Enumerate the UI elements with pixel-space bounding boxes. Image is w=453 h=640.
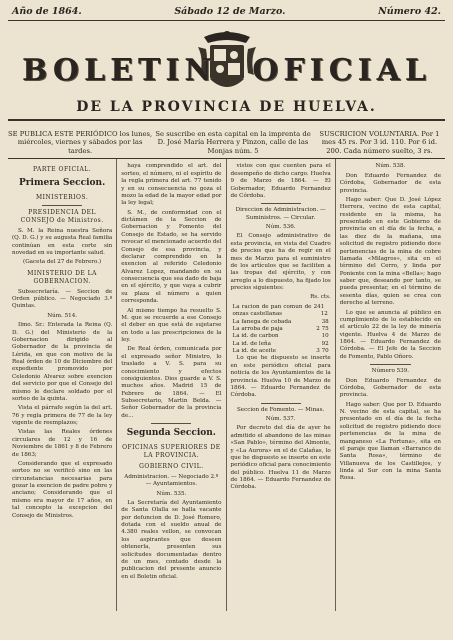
paragraph: Vista el párrafo según la del art. 76 y regla primera de 77 de la ley vigente de reemplazos;	[12, 405, 113, 427]
price-row: La id. de aceite 3 70	[232, 348, 329, 355]
price-row: La id. de leña 92	[232, 340, 329, 347]
section-title: Segunda Seccion.	[126, 428, 216, 439]
column-1	[8, 159, 117, 611]
government-heading: GOBIERNO CIVIL.	[139, 462, 204, 470]
paragraph: Considerando que el expresado sorteo no se verificó sino en las circunstancias necesarias para gozar la exencion de padre pobre y anciano; Considerando que el mismo era mayor de 17 años, en tal concepto la excepcion del Consejo de Ministros.	[12, 460, 113, 519]
column-3	[227, 159, 336, 611]
paragraph: Lo que he dispuesto se inserte en este periódico oficial para noticia de los Ayuntamientos de la provincia. Huelva 10 de Marzo de 1864. — Eduardo Fernandez de Córdoba.	[230, 355, 331, 399]
price-row: La id. de carbon 10	[232, 333, 329, 340]
paragraph: Al mismo tiempo ha resuelto S. M. que se recuerde a ese Consejo el deber en que está de sujetarse en todo a las prescripciones de la ley.	[121, 307, 222, 344]
divider	[151, 423, 191, 424]
ministries-heading: MINISTERIOS.	[36, 194, 89, 202]
presidency-heading: PRESIDENCIA DEL CONSEJO de Ministros.	[20, 209, 104, 225]
section-heading: PARTE OFICIAL.	[33, 166, 92, 174]
paragraph: Hago saber: Que por D. Eduardo N. vecino de esta capital, se ha presentado en el día de la fecha solicitud de registro pidiendo doce pertenencias de la mina de manganeso «La Fortuna», sita en el paraje que llaman «Barranco de Santa Rosa», término de Villanueva de los Castillejos, y linda al Sur con la mina Santa Rosa.	[339, 401, 441, 482]
paragraph: El Consejo administrativo de esta provincia, en vista del Cuadro de precios que ha de regir en el mes de Marzo para el suministro de los artículos que se faciliten a las tropas del ejército, y con arreglo a lo dispuesto, ha fijado los precios siguientes:	[230, 233, 331, 292]
item-number: Núm. 537.	[265, 416, 296, 423]
date-line	[8, 4, 445, 21]
masthead-title-left: BOLETIN	[22, 53, 217, 88]
paragraph: La Secretaría del Ayuntamiento de Santa Olalla se halla vacante por defuncion de D. José Romero, dotada con el sueldo anual de 4.380 reales vellon, se convocan los aspirantes que deseen obtenerla, presenten sus solicitudes documentadas dentro de un mes, contado desde la publicacion del presente anuncio en el Boletin oficial.	[121, 499, 222, 580]
paragraph: Lo que se anuncia al público en cumplimiento de lo establecido en el artículo 22 de la ley de minería vigente. Huelva 4 de Marzo de 1864. — Eduardo Fernandez de Córdoba. — El Jefe de la Seccion de Fomento, Pablo Oñoro.	[339, 309, 441, 360]
item-number: Núm. 535.	[156, 490, 187, 497]
price-row: La arroba de paja 2 75	[232, 325, 329, 332]
paragraph: vistos con que cuenten para el desempeño de dicho cargo. Huelva 9 de Marzo de 1864. — El Gobernador, Eduardo Fernandez de Córdoba.	[230, 163, 331, 199]
paragraph: Hago saber: Que D. José López Herrera, vecino de esta capital, residente en la misma, ha presentado en este Gobierno de provincia en el día de la fecha, a las diez de la mañana, una solicitud de registro pidiendo doce pertenencias de la mina de cobre llamada «Milagros», sita en el término del Cerro, y linda por Poniente con la mina «Bella»; hago saber que, deseando por tanto, se pueda presentar, en el término de sesenta días, quien se crea con derecho al terreno.	[339, 196, 441, 307]
price-header: Rs. cts.	[310, 294, 331, 301]
column-2	[117, 159, 226, 611]
paragraph: Subsecretaría. — Seccion de Orden público. — Negociado 3.º Quintas.	[12, 288, 113, 310]
subheading: Direccion de Administracion. — Suministros. — Circular.	[235, 207, 326, 221]
paragraph: Por decreto del día de ayer he admitido el abandono de las minas «San Pablo», término del Almonte, y «La Aurora» en el de Calañas, lo que he dispuesto se inserte en este periódico oficial para conocimiento del público. Huelva 11 de Marzo de 1864. — Eduardo Fernandez de Córdoba.	[230, 425, 331, 491]
paragraph: Don Eduardo Fernandez de Córdoba, Gobernador de esta provincia.	[339, 172, 441, 194]
masthead-title-right: OFICIAL	[252, 53, 431, 88]
paragraph: Don Eduardo Fernandez de Córdoba, Gobernador de esta provincia.	[339, 377, 441, 399]
item-number: Núm. 538.	[375, 163, 406, 170]
divider	[42, 205, 82, 206]
paragraph: S. M. la Reina nuestra Señora (Q. D. G.) y su augusta Real familia continúan en esta corte sin novedad en su importante salud.	[12, 227, 113, 257]
paragraph: De Real órden, comunicada por el expresado señor Ministro, lo traslado a V. S. para su conocimiento y efectos consiguientes. Dios guarde a V. S. muchos años. Madrid 15 de Febrero de 1864. — El Subsecretario, Martin Belda. — Señor Gobernador de la provincia de...	[121, 346, 222, 419]
publication-days: SE PUBLICA ESTE PERIÓDICO los lunes, miércoles, viernes y sábados por las tardes.	[8, 130, 153, 155]
section-title: Primera Seccion.	[19, 178, 106, 189]
ministry-heading: MINISTERIO DE LA GOBERNACION.	[27, 269, 97, 285]
subheading: Administracion. — Negociado 2.º — Ayuntamientos.	[124, 473, 219, 488]
subscription-prices: SUSCRICION VOLUNTARIA. Por 1 mes 45 rs. Por 3 id. 110. Por 6 id. 200. Cada número suelto, 3 rs.	[319, 130, 440, 155]
subscription-info-bar	[8, 127, 445, 159]
paragraph: Vistas las Reales órdenes circulares de 12 y 16 de Noviembre de 1861 y 8 de Febrero de 1863;	[12, 429, 113, 458]
source-note: (Gaceta del 27 de Febrero.)	[23, 259, 102, 266]
masthead-subtitle: DE LA PROVINCIA DE HUELVA.	[8, 99, 445, 121]
price-row: La fanega de cebada 38	[232, 318, 329, 325]
masthead	[8, 21, 445, 127]
item-number: Núm. 514.	[47, 312, 78, 319]
number-label: Número 42.	[378, 6, 441, 17]
date-label: Sábado 12 de Marzo.	[174, 6, 286, 17]
paragraph: haya comprendido el art. del sorteo, el número, ni el espíritu de la regla primera del art. 77 tenido y en su consecuencia no goza el mozo la edad de la mayor edad por la ley legal;	[121, 163, 222, 207]
column-4	[336, 159, 445, 611]
year-label: Año de 1864.	[12, 6, 82, 17]
subheading: Seccion de Fomento. — Minas.	[236, 406, 325, 413]
subscription-place: Se suscribe en esta capital en la imprenta de D. José María Herrera y Pinzon, calle de las Monjas núm. 5	[155, 130, 311, 155]
divider	[370, 364, 411, 365]
article-columns	[8, 159, 445, 611]
price-row: La racion de pan comun de 24 onzas castellanas 1 12	[232, 303, 328, 318]
offices-heading: OFICINAS SUPERIORES DE LA PROVINCIA.	[122, 444, 221, 459]
divider	[261, 203, 301, 204]
paragraph: Ilmo. Sr.: Enterada la Reina (Q. D. G.) del Ministerio de la Gobernacion dirigido al Gobernador de la provincia de Lérida, en que con motivo de la Real órden de 10 de Diciembre del expediente promovido por Celedonio Alvarez sobre exencion del servicio por que el Consejo del mismo le declare soldado por el sorteo de la quinta.	[12, 322, 113, 402]
item-number: Núm. 536.	[265, 224, 296, 231]
paragraph: S. M., de conformidad con el dictámen de la Seccion de Gobernacion y Fomento del Consejo de Estado, se ha servido revocar el mencionado acuerdo del Consejo de esa provincia, y declarar comprendido en la exencion al referido Celedonio Alvarez Lopez, mandando en su consecuencia que sea dado de baja en el ejército, y que vaya a cubrir su plaza el número a quien corresponda.	[121, 209, 222, 305]
item-number: Número 539.	[371, 368, 410, 375]
divider	[261, 403, 301, 404]
